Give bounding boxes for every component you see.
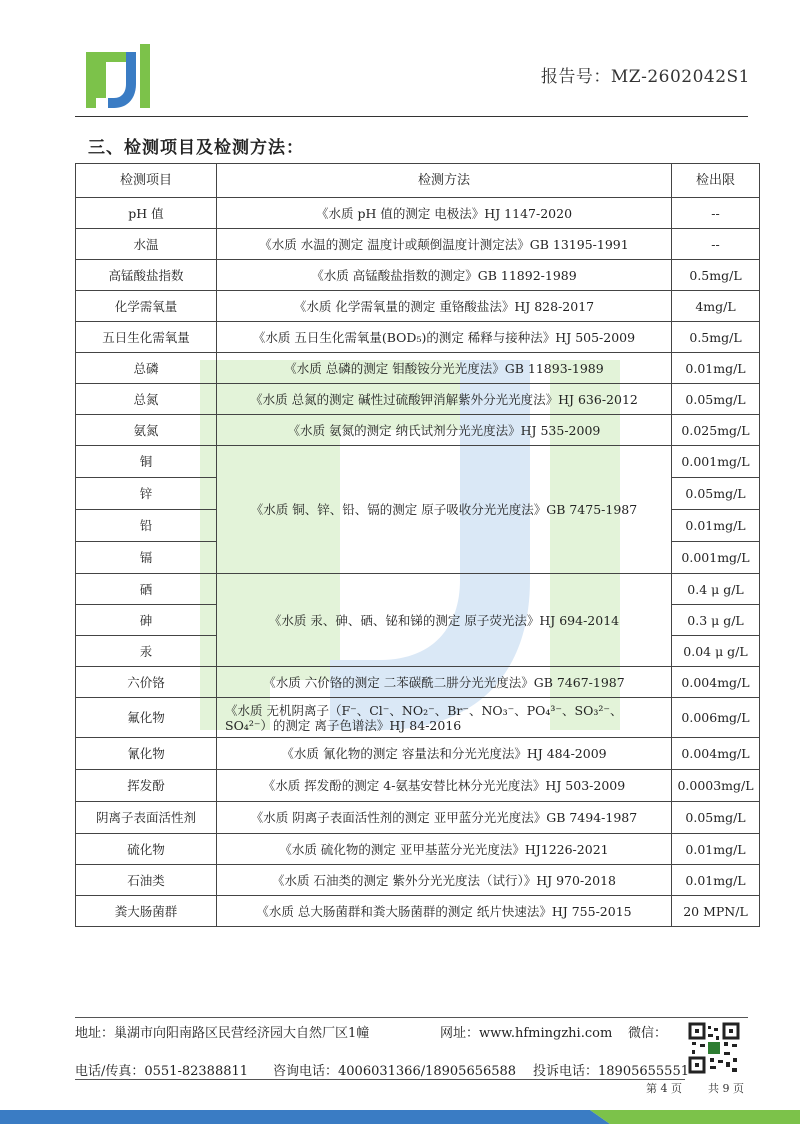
row-item: 硒 [76,574,217,605]
row-method: 《水质 六价铬的测定 二苯碳酰二肼分光光度法》GB 7467-1987 [217,667,672,698]
row-method: 《水质 铜、锌、铅、镉的测定 原子吸收分光光度法》GB 7475-1987 [217,446,672,574]
table-row [76,667,760,698]
row-item: 氨氮 [76,415,217,446]
row-limit: 0.004mg/L [672,738,760,770]
row-method: 《水质 高锰酸盐指数的测定》GB 11892-1989 [217,260,672,291]
report-number: 报告号：MZ-2602042S1 [540,67,750,87]
table-row [76,802,760,834]
row-item: 六价铬 [76,667,217,698]
row-limit: -- [672,229,760,260]
table-row [76,698,760,738]
row-limit: 0.01mg/L [672,353,760,384]
row-item: 高锰酸盐指数 [76,260,217,291]
table-row [76,260,760,291]
row-limit: 0.01mg/L [672,865,760,896]
footer-contact-row [75,1060,689,1079]
table-row [76,738,760,770]
table-row [76,865,760,896]
row-method: 《水质 硫化物的测定 亚甲基蓝分光光度法》HJ1226-2021 [217,834,672,865]
table-row [76,291,760,322]
row-item: 总磷 [76,353,217,384]
row-method: 《水质 挥发酚的测定 4-氨基安替比林分光光度法》HJ 503-2009 [217,770,672,802]
row-limit: 0.5mg/L [672,322,760,353]
row-limit: 0.001mg/L [672,446,760,478]
row-limit: 0.05mg/L [672,384,760,415]
row-item: 石油类 [76,865,217,896]
table-row [76,415,760,446]
test-methods-table [75,163,760,927]
row-method: 《水质 水温的测定 温度计或颠倒温度计测定法》GB 13195-1991 [217,229,672,260]
row-limit: 0.05mg/L [672,478,760,510]
row-item: 水温 [76,229,217,260]
row-limit: 0.01mg/L [672,834,760,865]
company-logo [86,44,150,110]
row-method: 《水质 氨氮的测定 纳氏试剂分光光度法》HJ 535-2009 [217,415,672,446]
table-header-row [76,164,760,198]
row-limit: 0.006mg/L [672,698,760,738]
header-item: 检测项目 [76,164,217,198]
footer-wechat-label: 微信： [628,1026,668,1041]
row-item: 阴离子表面活性剂 [76,802,217,834]
row-item: 氟化物 [76,698,217,738]
row-method: 《水质 阴离子表面活性剂的测定 亚甲蓝分光光度法》GB 7494-1987 [217,802,672,834]
row-item: 挥发酚 [76,770,217,802]
footer-divider-2 [75,1079,685,1080]
row-method: 《水质 pH 值的测定 电极法》HJ 1147-2020 [217,198,672,229]
row-item: 总氮 [76,384,217,415]
row-item: pH 值 [76,198,217,229]
row-limit: -- [672,198,760,229]
row-item: 镉 [76,542,217,574]
row-limit: 20 MPN/L [672,896,760,927]
row-method: 《水质 总大肠菌群和粪大肠菌群的测定 纸片快速法》HJ 755-2015 [217,896,672,927]
row-method: 《水质 总氮的测定 碱性过硫酸钾消解紫外分光光度法》HJ 636-2012 [217,384,672,415]
row-method: 《水质 五日生化需氧量(BOD₅)的测定 稀释与接种法》HJ 505-2009 [217,322,672,353]
row-limit: 0.0003mg/L [672,770,760,802]
header-limit: 检出限 [672,164,760,198]
table-row [76,353,760,384]
section-title: 三、检测项目及检测方法： [88,138,304,158]
wechat-qr-code [688,1022,740,1074]
header-method: 检测方法 [217,164,672,198]
footer-address: 地址：巢湖市向阳南路区民营经济园大自然厂区1幢 [75,1026,370,1041]
page-number: 第 4 页 [646,1082,682,1095]
row-method: 《水质 汞、砷、硒、铋和锑的测定 原子荧光法》HJ 694-2014 [217,574,672,667]
footer-complaint-phone: 投诉电话：18905655551 [533,1064,689,1079]
row-limit: 4mg/L [672,291,760,322]
row-method: 《水质 总磷的测定 钼酸铵分光光度法》GB 11893-1989 [217,353,672,384]
footer-color-bar [0,1110,800,1124]
row-method: 《水质 氰化物的测定 容量法和分光光度法》HJ 484-2009 [217,738,672,770]
row-item: 铅 [76,510,217,542]
row-method: 《水质 化学需氧量的测定 重铬酸盐法》HJ 828-2017 [217,291,672,322]
row-limit: 0.01mg/L [672,510,760,542]
row-method: 《水质 无机阴离子（F⁻、Cl⁻、NO₂⁻、Br⁻、NO₃⁻、PO₄³⁻、SO₃²⁻、SO₄²⁻）的测定 离子色谱法》HJ 84-2016 [217,698,672,738]
row-item: 汞 [76,636,217,667]
footer-divider [75,1017,748,1018]
row-limit: 0.004mg/L [672,667,760,698]
table-row [76,896,760,927]
table-row [76,834,760,865]
header-divider [75,116,748,117]
row-item: 铜 [76,446,217,478]
row-item: 五日生化需氧量 [76,322,217,353]
row-item: 硫化物 [76,834,217,865]
table-row [76,229,760,260]
row-limit: 0.3 μ g/L [672,605,760,636]
row-limit: 0.001mg/L [672,542,760,574]
footer-consult-phone: 咨询电话：4006031366/18905656588 [273,1064,517,1079]
page-total: 共 9 页 [708,1082,744,1095]
table-row [76,384,760,415]
table-row [76,446,760,478]
row-limit: 0.4 μ g/L [672,574,760,605]
row-limit: 0.04 μ g/L [672,636,760,667]
footer-phone: 电话/传真：0551-82388811 [75,1064,249,1079]
table-row [76,198,760,229]
table-row [76,574,760,605]
row-item: 粪大肠菌群 [76,896,217,927]
row-limit: 0.05mg/L [672,802,760,834]
row-item: 氰化物 [76,738,217,770]
footer-website[interactable]: 网址：www.hfmingzhi.com [440,1026,613,1041]
row-item: 砷 [76,605,217,636]
table-row [76,322,760,353]
row-limit: 0.025mg/L [672,415,760,446]
row-item: 化学需氧量 [76,291,217,322]
table-row [76,770,760,802]
row-item: 锌 [76,478,217,510]
row-limit: 0.5mg/L [672,260,760,291]
row-method: 《水质 石油类的测定 紫外分光光度法（试行）》HJ 970-2018 [217,865,672,896]
